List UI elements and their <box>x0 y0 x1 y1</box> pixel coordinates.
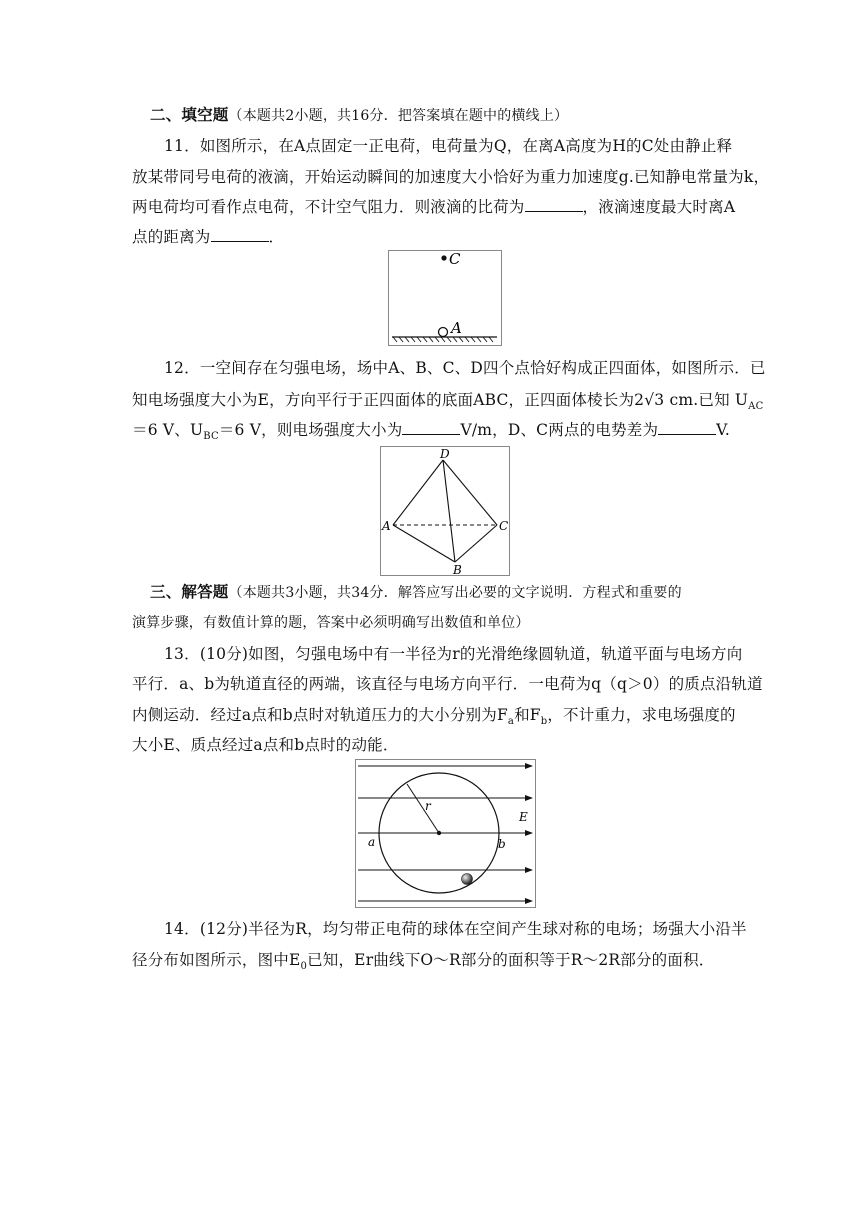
q11-line4 <box>132 226 736 248</box>
label-r: r <box>425 799 431 813</box>
q12-line3b: ＝6 V，则电场强度大小为 <box>218 421 403 439</box>
q14-line2-sub: 0 <box>300 961 308 973</box>
label-e: E <box>519 810 528 824</box>
q11-blank-2[interactable] <box>211 227 269 242</box>
label-c: C <box>499 519 509 533</box>
q12-blank-1[interactable] <box>402 420 460 435</box>
q11-line2: 放某带同号电荷的液滴，开始运动瞬间的加速度大小恰好为重力加速度g.已知静电常量为k， <box>132 168 770 186</box>
label-point-b: b <box>498 837 506 851</box>
q11-line3 <box>132 196 736 218</box>
section3-note1: （本题共3小题，共34分．解答应写出必要的文字说明．方程式和重要的 <box>228 585 682 601</box>
q12-line3-sub: BC <box>203 431 219 443</box>
charge-a-circle <box>439 328 448 337</box>
edge-ab <box>393 525 455 562</box>
section2-heading-line <box>150 104 754 127</box>
section2-heading: 二、填空题 <box>150 105 229 124</box>
q14-line1: 14．(12分)半径为R，均匀带正电荷的球体在空间产生球对称的电场；场强大小沿半 <box>164 920 747 938</box>
edge-db <box>443 460 455 562</box>
q12-figure <box>380 446 510 576</box>
q14-line2b: 已知，Er曲线下O～R部分的面积等于R～2R部分的面积． <box>307 951 715 969</box>
ground-hatch <box>393 337 493 342</box>
section3-note2: 演算步骤，有数值计算的题，答案中必须明确写出数值和单位） <box>132 615 530 631</box>
q11-line3b: ，液滴速度最大时离A <box>582 198 736 216</box>
q12-figure-svg <box>381 447 509 575</box>
q12-line3 <box>132 419 736 448</box>
q11-line4b: ． <box>268 228 285 246</box>
q14-line2a: 径分布如图所示，图中E <box>132 951 301 969</box>
q13-line3a: 内侧运动．经过a点和b点时对轨道压力的大小分别为F <box>132 706 508 724</box>
q11-blank-1[interactable] <box>525 197 583 212</box>
q14-line2 <box>132 949 736 978</box>
q11-figure-svg <box>389 251 501 345</box>
field-lines <box>358 766 532 901</box>
section3-heading: 三、解答题 <box>150 582 229 601</box>
label-point-a: a <box>368 835 376 849</box>
edge-cb <box>455 525 497 562</box>
charge-c-dot <box>441 255 446 260</box>
q13-line3-sub1: a <box>507 716 515 728</box>
q13-line4: 大小E、质点经过a点和b点时的动能． <box>132 736 399 754</box>
q12-line2 <box>132 389 764 418</box>
tetrahedron <box>393 460 497 562</box>
q12-line2a: 知电场强度大小为E，方向平行于正四面体的底面ABC，正四面体棱长为2√3 cm.已知 U <box>132 391 749 409</box>
q12-line1: 12．一空间存在匀强电场，场中A、B、C、D四个点恰好构成正四面体，如图所示．已 <box>164 359 766 377</box>
q13-line2: 平行．a、b为轨道直径的两端，该直径与电场方向平行．一电荷为q（q＞0）的质点沿轨道 <box>132 675 763 693</box>
q13-figure <box>355 759 536 908</box>
q13-line3b: 和F <box>514 706 541 724</box>
section2-note: （本题共2小题，共16分．把答案填在题中的横线上） <box>228 108 569 124</box>
q12-blank-2[interactable] <box>658 420 716 435</box>
q13-line3c: ，不计重力，求电场强度的 <box>547 706 736 724</box>
q11-line1: 11．如图所示，在A点固定一正电荷，电荷量为Q，在离A高度为H的C处由静止释 <box>164 137 733 155</box>
edge-da <box>393 460 443 525</box>
radius-line <box>407 784 439 833</box>
q13-line3-sub2: b <box>540 716 548 728</box>
q13-figure-svg <box>356 760 535 907</box>
q11-figure <box>388 250 502 346</box>
q12-line3d: V. <box>716 421 730 439</box>
q11-line3a: 两电荷均可看作点电荷，不计空气阻力．则液滴的比荷为 <box>132 198 525 216</box>
edge-dc <box>443 460 497 525</box>
q12-line2-sub: AC <box>748 401 764 413</box>
label-b: B <box>453 563 462 575</box>
q11-line4a: 点的距离为 <box>132 228 211 246</box>
q12-line3a: ＝6 V、U <box>132 421 204 439</box>
label-a: A <box>451 319 462 337</box>
label-a: A <box>382 519 391 533</box>
q13-line3 <box>132 704 736 733</box>
q13-line1: 13．(10分)如图，匀强电场中有一半径为r的光滑绝缘圆轨道，轨道平面与电场方向 <box>164 645 743 663</box>
section3-heading-line <box>150 581 754 604</box>
q12-line3c: V/m，D、C两点的电势差为 <box>460 421 659 439</box>
label-c: C <box>449 251 461 268</box>
label-d: D <box>440 447 450 461</box>
charged-particle <box>462 874 473 885</box>
